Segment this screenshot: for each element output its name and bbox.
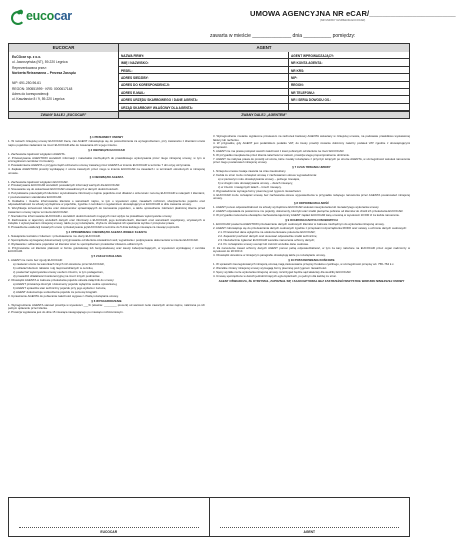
clause-paragraph: 2. Obowiązki AGENTA w zakresie przekazania pojazdu określa załącznik do umowy: <box>8 278 115 283</box>
contract-column-left <box>8 135 205 493</box>
eucocar-detail-line: Reprezentowana przez: <box>12 65 47 70</box>
clause-paragraph: 3. Stosowanie się do wskazówek EUCOCAR uzasadnionych w danych okolicznościach. <box>8 187 119 192</box>
agent-header: AGENT <box>119 44 409 52</box>
eucocar-logo <box>10 8 90 24</box>
clause-paragraph: 2. Wszelkie zmiany niniejszej umowy wymagają formy pisemnej pod rygorem nieważności. <box>213 265 328 270</box>
clause-paragraph: 9. Prowadzenie ewidencji zawartych umów i przekazywanie jej EUCOCAR w terminie do 5 dnia każdego miesiąca za miesiąc poprzedni. <box>8 225 180 230</box>
agent-field[interactable]: NR KRS: <box>289 67 409 74</box>
agent-field[interactable]: REGON: <box>289 82 409 89</box>
eucocar-detail-line: EuCOcar sp. z o.o. <box>12 55 42 59</box>
clause-paragraph: 3. Uprawnienie AGENTA do pobierania należności wygasa z chwilą rozwiązania umowy. <box>8 293 119 298</box>
agent-alias: ZWANY DALEJ „AGENTEM" <box>119 112 409 118</box>
acceptance-statement: AGENT OŚWIADCZA, ŻE OTRZYMAŁ, ZAPOZNAŁ SIĘ I ZAAKCEPTOWAŁ BEZ ZASTRZEŻEŃ WSZYSTKIE WARUNKI NINIEJSZEJ UMOWY <box>218 279 405 284</box>
agent-field[interactable]: NR KONTA AGENTA: <box>289 59 409 66</box>
agent-field[interactable]: NIP: <box>289 74 409 81</box>
eucocar-detail-line: ul. Kasztanów 8 / 9, 59-220 Legnica <box>12 97 65 102</box>
clause-paragraph: 2.3. Niezwłocznie zgłaszać EUCOCAR wszelkie naruszenia ochrony danych; <box>218 237 315 242</box>
signature-line <box>220 527 400 528</box>
place-date-line: zawarta w mieście ______________ dnia __________ pomiędzy: <box>210 33 356 39</box>
clause-paragraph: 2. Każda ze stron może rozwiązać umowę z zachowaniem okresu wypowiedzenia: <box>213 173 317 178</box>
clause-paragraph: 2. Sporządzanie wymaganej dokumentacji i przyjmowanie od klientów oświadczeń woli, wypełnianie i podpisywanie dokumentów w imieniu EUCOCAR. <box>8 238 199 243</box>
agent-fields <box>119 52 409 111</box>
clause-paragraph: 8. Zachowanie w tajemnicy wszelkich danych oraz informacji o EUCOCAR, jego kontrahentach, klientach oraz warunkach współpracy, uzyskanych w związku z wykonywaniem niniejszej umowy, także po jej rozwiązaniu, chyba że obowiązek ich ujawnienia wynika z przepisów prawa. <box>8 217 205 226</box>
clause-paragraph: c) AGENT dokumentuje uszkodzenia pojazdu za pomocą fotografii. <box>13 289 98 294</box>
logo-text-a: euco <box>26 9 54 23</box>
logo-text-b: car <box>53 9 72 23</box>
clause-paragraph: 2. AGENT odpowiada za powierzone mu pojazdy, dokumenty, kluczyki oraz środki pieniężne pobrane od klientów do chwili ich przekazania EUCOCAR. <box>213 209 404 214</box>
clause-paragraph: d) prowadzić działalności konkurencyjnej na rzecz innych podmiotów. <box>13 274 101 279</box>
parties-body <box>9 52 409 111</box>
clause-paragraph: 7. AGENT nie nabywa prawa do prowizji od umów, które zostały rozwiązane z przyczyn leżących po stronie AGENTA, w szczególności wskutek naruszenia przez niego postanowień niniejszej umowy. <box>213 156 410 165</box>
clause-paragraph: 4. EUCOCAR może rozwiązać umowę bez zachowania okresu wypowiedzenia w przypadku rażącego naruszenia przez AGENTA postanowień niniejszej umowy. <box>213 192 410 201</box>
clause-paragraph: 3. W przypadku naruszenia obowiązku zachowania tajemnicy AGENT zapłaci EUCOCAR karę umowną w wysokości 10 000 zł za każde naruszenie. <box>213 213 400 218</box>
parties-table <box>8 43 410 119</box>
document-title: UMOWA AGENCYJNA NR eCAR/____________________ <box>250 9 456 18</box>
agent-signature-label: AGENT <box>303 530 316 534</box>
section-heading: § 2 OBOWIĄZKI EUCOCAR <box>88 147 125 152</box>
eucocar-signature-box <box>9 498 210 536</box>
contract-body <box>8 135 410 493</box>
agent-field[interactable]: ADRES SIEDZIBY: <box>119 74 289 81</box>
clause-paragraph: 1. Nawiązanie kontaktu z klientem i przedstawienie mu oferty EUCOCAR. <box>8 234 101 239</box>
clause-paragraph: 1. AGENT ponosi odpowiedzialność za szkody wyrządzone EUCOCAR wskutek niewykonania lub nienależytego wykonania umowy. <box>213 205 380 210</box>
clause-paragraph: 4. W przypadku, gdy AGENT jest podatnikiem podatku VAT, do kwoty prowizji zostanie doliczony należny podatek VAT zgodnie z obowiązującymi przepisami. <box>213 141 410 150</box>
agent-field[interactable]: ADRES E-MAIL: <box>119 89 289 96</box>
section-heading: § 1 PRZEDMIOT UMOWY <box>89 135 124 140</box>
clause-paragraph: 1. AGENT nie może bez zgody EUCOCAR: <box>8 258 63 263</box>
clause-paragraph: 6. W przypadku nieopłacenia przez klienta należności w całości, prowizja ulega proporcjonalnemu obniżeniu. <box>213 152 350 157</box>
clause-paragraph: 2.1. Przetwarzać dane wyłącznie na udokumentowane polecenie EUCOCAR; <box>218 229 316 234</box>
section-heading: § 10 POSTANOWIENIA KOŃCOWE <box>288 257 335 262</box>
logo-mark-icon <box>10 10 24 22</box>
agent-field[interactable]: NR I SERIA DOWODU OS.: <box>289 96 409 103</box>
clause-paragraph: a) zawierać umów na warunkach innych niż określone przez EUCOCAR, <box>13 262 105 267</box>
clause-paragraph: 7. Niezwłoczne informowanie EUCOCAR o wszelkich okolicznościach mogących mieć wpływ na prawidłowe wykonywanie umowy. <box>8 213 172 218</box>
clause-paragraph: 3. Wypowiedzenie wymaga formy pisemnej pod rygorem nieważności. <box>213 188 302 193</box>
clause-paragraph: 5. Dokładne i rzetelne informowanie klientów o warunkach najmu, w tym o wysokości opłat, zasadach rozliczeń, ubezpieczeniu pojazdu oraz odpowiedzialności za szkody wyrządzone w pojeździe, zgodnie z cennikiem i regulaminem obowiązującym w EUCOCAR w dniu zawarcia umowy. <box>8 198 205 207</box>
clause-paragraph: 1. Zachowanie lojalności względem EUCOCAR. <box>8 179 69 184</box>
section-heading: § 9 OCHRONA DANYCH OSOBOWYCH <box>285 217 338 222</box>
agent-field[interactable]: PESEL: <box>119 67 289 74</box>
agent-field[interactable]: IMIĘ I NAZWISKO: <box>119 59 289 66</box>
clause-paragraph: 1. Zachowanie lojalności względem AGENTA. <box>8 151 66 156</box>
clause-paragraph: 1. Wynagrodzenie AGENTA stanowi prowizja w wysokości ___% (słownie: ________ procent) od wartości netto zawartych umów najmu, naliczana po ich pełnym opłaceniu przez klienta. <box>8 302 205 311</box>
section-heading: § 6 WYNAGRODZENIE <box>91 298 122 303</box>
section-heading: § 3 OBOWIĄZKI AGENTA <box>89 175 124 180</box>
section-heading: § 7 CZAS TRWANIA UMOWY <box>292 165 331 170</box>
clause-paragraph: 2. AGENT zobowiązuje się do przetwarzania danych osobowych zgodnie z przepisami rozporządzenia RODO oraz ustawy o ochronie danych osobowych: <box>213 226 407 230</box>
agent-field[interactable]: NAZWA FIRMY: <box>119 52 289 59</box>
agent-field[interactable]: ADRES DO KORESPONDENCJI: <box>119 82 289 89</box>
clause-paragraph: 2.2. Zapewnić poufność danych oraz stosować odpowiednie środki techniczne; <box>218 233 318 238</box>
clause-paragraph: 2.4. Po rozwiązaniu umowy usunąć lub zwrócić wszelkie dane osobowe. <box>218 241 310 246</box>
signature-line <box>19 527 199 528</box>
agent-signature-box <box>210 498 410 536</box>
title-block <box>250 9 456 22</box>
eucocar-signature-label: EUCOCAR <box>100 530 118 534</box>
clause-paragraph: 4. Zapłata AGENTOWI prowizji wynikającej z umów zawartych przez niego w imieniu EUCOCAR na zasadach i w terminach określonych w niniejszej umowie. <box>8 167 205 175</box>
signature-block <box>8 497 410 537</box>
section-heading: § 5 ZAKAZ DZIAŁANIA <box>91 254 122 259</box>
clause-paragraph: 1. W sprawach nieuregulowanych niniejszą umową mają zastosowanie przepisy Kodeksu cywilnego, w szczególności przepisy art. 758–764 k.c. <box>213 262 395 267</box>
clause-paragraph: b) udzielać klientom rabatów i ulg nieprzewidzianych w cenniku, <box>13 266 94 271</box>
eucocar-header: EUCOCAR <box>9 44 119 52</box>
agent-field[interactable]: NR TELEFONU: <box>289 89 409 96</box>
eucocar-detail-line: Norberta Reissmanna – Prezesa Zarządu <box>12 70 76 75</box>
clause-paragraph: 4. Przyjmowanie od klientów płatności w formie gotówkowej lub bezgotówkowej oraz kaucji zabezpieczających, w wysokości wynikającej z cennika EUCOCAR. <box>8 245 205 254</box>
clause-paragraph: 3. Spory wynikłe na tle wykonania niniejszej umowy rozstrzygać będzie sąd właściwy dla siedziby EUCOCAR. <box>213 269 352 274</box>
clause-paragraph: 3. Wydawanie i odbieranie pojazdów od klientów wraz ze sporządzeniem protokołów zdawczo-odbiorczych. <box>8 241 144 246</box>
clause-paragraph: b) AGENT sprawdza stan techniczny pojazdu przy jego wydaniu i zwrocie, <box>13 285 107 290</box>
agent-field[interactable]: AGENT WPROWADZAJĄCY: <box>289 52 409 59</box>
logo-text <box>26 9 72 23</box>
clause-paragraph: 4. Umowę sporządzono w dwóch jednobrzmiących egzemplarzach, po jednym dla każdej ze stron. <box>213 273 337 278</box>
eucocar-detail-line: Adres do korespondencji: <box>12 92 50 97</box>
section-heading: § 4 UPRAWNIENIA I OBOWIĄZKI AGENTA WOBEC KLIENTA <box>66 229 147 234</box>
clause-paragraph: b) w drugim roku obowiązywania umowy – dwóch miesięcy, <box>218 181 293 186</box>
clause-paragraph: 6. Weryfikacja tożsamości klienta oraz dokumentów uprawniających do kierowania pojazdem, a także sprawdzenie zdolności płatniczej klienta przed zawarciem umowy najmu w imieniu EUCOCAR. <box>8 206 205 214</box>
clause-paragraph: 3. Za naruszenie zasad ochrony danych AGENT ponosi pełną odpowiedzialność, w tym za kary nałożone na EUCOCAR przez organ nadzorczy w wysokości do 20 000 zł. <box>213 245 410 254</box>
clause-paragraph: 3. Wynagrodzenie zostanie wypłacone przelewem na rachunek bankowy AGENTA wskazany w niniejszej umowie, na podstawie prawidłowo wystawionej faktury lub rachunku. <box>213 134 410 142</box>
clause-paragraph: c) w trzecim i następnych latach – trzech miesięcy. <box>218 185 282 190</box>
clause-paragraph: 2. Przekazywanie AGENTOWI wszelkich informacji i materiałów niezbędnych do prawidłowego wykonywania przez niego niniejszej umowy, w tym w szczególności cenników i formularzy. <box>8 155 205 164</box>
clause-paragraph: 1. W ramach niniejszej umowy EUCOCAR zleca, zaś AGENT zobowiązuje się do pośredniczenia za wynagrodzeniem, przy zawieraniu z klientami umów najmu pojazdów zadaniami na rzecz EUCOCAR albo do zawierania ich w jego imieniu. <box>8 139 205 147</box>
contract-column-right <box>213 135 410 493</box>
clause-paragraph: 2. Przekazywanie EUCOCAR wszelkich posiadanych informacji ważnych dla EUCOCAR. <box>8 183 121 188</box>
eucocar-detail-line: ul. Jaworzyńska (NT), 59-220 Legnica <box>12 60 68 65</box>
clause-paragraph: 1. EUCOCAR powierza AGENTOWI przetwarzanie danych osobowych klientów w zakresie niezbędnym do wykonania niniejszej umowy. <box>213 222 385 227</box>
agent-field[interactable]: ADRES URZĘDU SKARBOWEGO / DANE AGENTA: <box>119 96 289 103</box>
clause-paragraph: 1. Niniejsza umowa zostaje zawarta na czas nieokreślony. <box>213 169 287 174</box>
clause-paragraph: 4. Obowiązki określone w niniejszym paragrafie obowiązują także po rozwiązaniu umowy. <box>213 253 326 258</box>
eucocar-details <box>9 52 119 111</box>
clause-paragraph: 5. AGENT nie ma prawa potrącać swoich należności z kwot pobranych od klientów na rzecz EUCOCAR. <box>213 148 345 153</box>
clause-paragraph: c) powierzać wykonywania umowy osobom trzecim, w tym podagentom, <box>13 270 104 275</box>
clause-paragraph: 4. Pozyskiwanie potencjalnych klientów i wyszukiwanie informacji o najmie pojazdów oraz dbałość o wizerunek i renomę EUCOCAR w relacjach z klientami, z poszanowaniem standardów EUCOCAR. <box>8 191 205 199</box>
section-heading: § 8 ODPOWIEDZIALNOŚĆ <box>293 201 330 206</box>
eucocar-alias: ZWANY DALEJ „EUCOCAR" <box>9 112 119 118</box>
parties-footer <box>9 111 409 118</box>
clause-paragraph: 2. Prowizja wypłacana jest do dnia 15 miesiąca następującego po miesiącu rozliczeniowym. <box>8 310 124 315</box>
parties-header <box>9 44 409 52</box>
clause-paragraph: a) AGENT przekazuje kluczyki i dokumenty pojazdu wyłącznie osobie uprawnionej, <box>13 281 118 286</box>
title-note: (NR UMOWY UZUPEŁNIA EUCOCAR) <box>320 19 366 22</box>
eucocar-detail-line: NIP: 691-250-96-61 <box>12 81 41 86</box>
clause-paragraph: a) w pierwszym roku obowiązywania umowy – jednego miesiąca, <box>218 177 300 182</box>
eucocar-detail-line: REGON: 390551999 · KRS: 0000617148 <box>12 86 73 91</box>
agent-field[interactable]: URZĄD SKARBOWY WŁAŚCIWY DLA AGENTA: <box>119 104 289 111</box>
clause-paragraph: 3. Powiadomienie AGENTA o przyjęciu bądź odrzuceniu umowy zawartej przez AGENTA w imieniu EUCOCAR w terminie 7 dni od jej otrzymania. <box>8 163 191 168</box>
agent-field[interactable] <box>289 104 409 111</box>
